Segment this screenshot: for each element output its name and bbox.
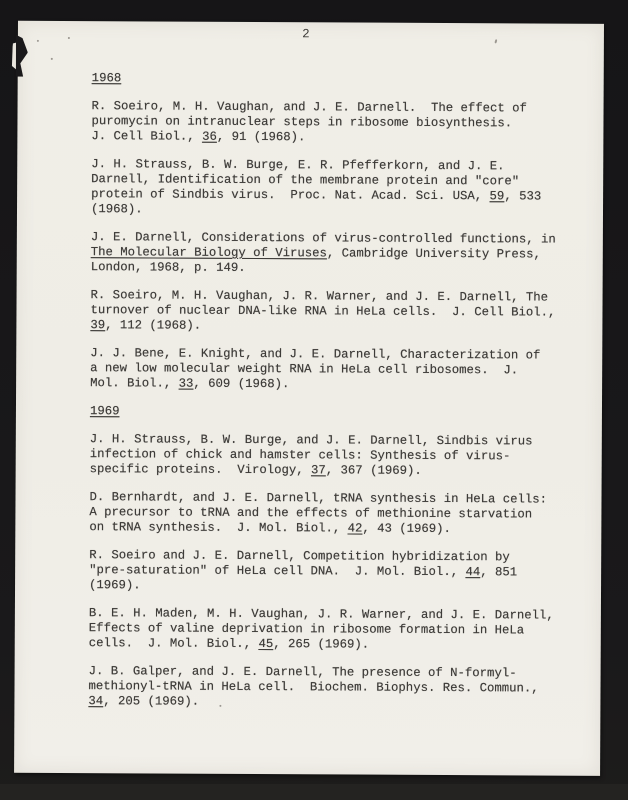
citation-text: , 533 bbox=[504, 189, 542, 204]
citation-text: Darnell, Identification of the membrane protein and "core" bbox=[91, 172, 520, 189]
citation-line bbox=[89, 520, 581, 538]
citation-line bbox=[89, 636, 581, 654]
underlined-text: 36 bbox=[202, 129, 217, 144]
document-page bbox=[14, 21, 604, 776]
citation-text: R. Soeiro, M. H. Vaughan, J. R. Warner, and J. E. Darnell, The bbox=[90, 288, 549, 305]
citation-text: "pre-saturation" of HeLa cell DNA. J. Mol. Biol., bbox=[89, 563, 466, 580]
citation-text: (1968). bbox=[90, 202, 143, 217]
citation-text: puromycin on intranuclear steps in ribosome biosynthesis. bbox=[91, 114, 513, 131]
citation-text: protein of Sindbis virus. Proc. Nat. Acad. Sci. USA, bbox=[91, 187, 490, 204]
citation-text: , Cambridge University Press, bbox=[326, 246, 541, 262]
page-number: 2 bbox=[302, 27, 310, 42]
citation-text: J. E. Darnell, Considerations of virus-controlled functions, in bbox=[90, 230, 556, 247]
citation-entry bbox=[89, 490, 581, 538]
scan-bottom-edge bbox=[0, 784, 628, 800]
underlined-text: 39 bbox=[90, 318, 106, 333]
citation-line bbox=[90, 318, 582, 336]
citation-line bbox=[91, 260, 583, 278]
paper-speck bbox=[51, 58, 53, 60]
citation-text: Effects of valine deprivation in ribosome formation in HeLa bbox=[88, 621, 525, 638]
citation-entry bbox=[90, 288, 582, 336]
underlined-text: 59 bbox=[489, 189, 505, 204]
paper-tear bbox=[16, 35, 28, 77]
underlined-text: The Molecular Biology of Viruses bbox=[90, 245, 327, 261]
citation-text: , 205 (1969). bbox=[103, 694, 200, 709]
citation-line bbox=[91, 202, 583, 220]
citation-line bbox=[90, 376, 582, 394]
citation-text: cells. J. Mol. Biol., bbox=[88, 636, 259, 652]
citation-entry bbox=[90, 432, 582, 480]
citation-text: , 265 (1969). bbox=[273, 637, 370, 652]
citation-text: B. E. H. Maden, M. H. Vaughan, J. R. Warner, and J. E. Darnell, bbox=[88, 606, 554, 623]
citation-text: R. Soeiro and J. E. Darnell, Competition hybridization by bbox=[89, 548, 510, 565]
underlined-text: 44 bbox=[465, 565, 481, 580]
citation-text: specific proteins. Virology, bbox=[89, 462, 312, 478]
citation-text: (1969). bbox=[89, 578, 141, 593]
citation-line bbox=[91, 129, 583, 147]
underlined-text: 42 bbox=[347, 521, 363, 536]
citation-text: J. Cell Biol., bbox=[91, 129, 203, 144]
bibliography-section bbox=[88, 404, 582, 712]
citation-text: J. H. Strauss, B. W. Burge, and J. E. Darnell, Sindbis virus bbox=[89, 432, 533, 449]
citation-text: J. H. Strauss, B. W. Burge, E. R. Pfefferkorn, and J. E. bbox=[91, 157, 505, 174]
citation-text: a new low molecular weight RNA in HeLa cell ribosomes. J. bbox=[90, 361, 519, 378]
citation-line bbox=[91, 187, 583, 205]
citation-entry bbox=[91, 99, 583, 147]
citation-entry bbox=[88, 664, 580, 712]
citation-text: D. Bernhardt, and J. E. Darnell, tRNA synthesis in HeLa cells: bbox=[89, 490, 548, 507]
citation-text: Mol. Biol., bbox=[90, 376, 179, 391]
citation-entry bbox=[91, 157, 583, 220]
year-heading: 1968 bbox=[91, 71, 122, 86]
citation-text: , 367 (1969). bbox=[325, 463, 422, 478]
citation-line bbox=[90, 462, 582, 480]
citation-text: , 609 (1968). bbox=[193, 376, 290, 392]
citation-text: infection of chick and hamster cells: Synthesis of virus- bbox=[89, 447, 511, 464]
underlined-text: 33 bbox=[178, 376, 194, 391]
underlined-text: 45 bbox=[258, 637, 274, 652]
citation-entry bbox=[89, 606, 581, 654]
citation-text: turnover of nuclear DNA-like RNA in HeLa cells. J. Cell Biol., bbox=[90, 303, 556, 320]
citation-text: , 112 (1968). bbox=[105, 318, 202, 333]
citation-line bbox=[89, 563, 581, 581]
citation-text: , 851 bbox=[480, 565, 518, 580]
citation-text: methionyl-tRNA in HeLa cell. Biochem. Biophys. Res. Commun., bbox=[88, 679, 539, 696]
citation-text: J. B. Galper, and J. E. Darnell, The presence of N-formyl- bbox=[88, 664, 517, 681]
citation-text: on tRNA synthesis. J. Mol. Biol., bbox=[89, 520, 348, 536]
citation-entry bbox=[90, 346, 582, 394]
citation-text: , 91 (1968). bbox=[216, 129, 306, 145]
citation-entry bbox=[91, 230, 583, 278]
citation-line bbox=[88, 694, 580, 712]
bibliography-section bbox=[90, 71, 584, 394]
year-heading: 1969 bbox=[89, 404, 120, 419]
underlined-text: 37 bbox=[311, 463, 326, 478]
underlined-text: 34 bbox=[88, 694, 104, 709]
citation-text: A precursor to tRNA and the effects of methionine starvation bbox=[89, 505, 533, 522]
citation-text: , 43 (1969). bbox=[362, 521, 451, 537]
citation-entry bbox=[89, 548, 581, 596]
citation-text: J. J. Bene, E. Knight, and J. E. Darnell, Characterization of bbox=[90, 346, 541, 363]
citation-text: London, 1968, p. 149. bbox=[90, 260, 246, 275]
bibliography bbox=[88, 71, 583, 725]
citation-text: R. Soeiro, M. H. Vaughan, and J. E. Darnell. The effect of bbox=[91, 99, 527, 116]
citation-line bbox=[89, 578, 581, 596]
